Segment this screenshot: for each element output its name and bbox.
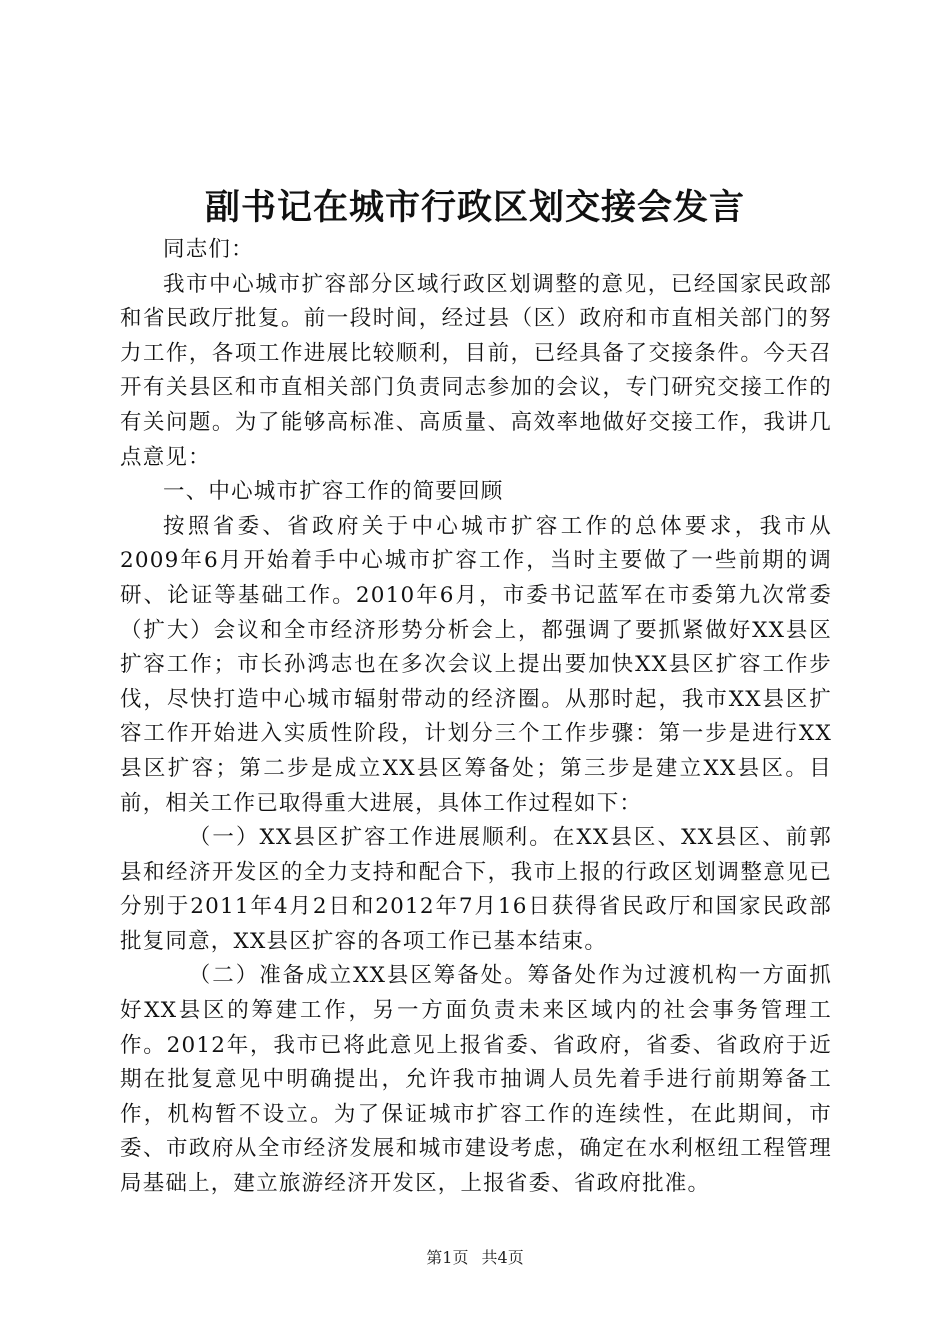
page-number: 第1页	[426, 1248, 469, 1267]
paragraph-intro: 我市中心城市扩容部分区域行政区划调整的意见，已经国家民政部和省民政厅批复。前一段时间，经过县（区）政府和市直相关部门的努力工作，各项工作进展比较顺利，目前，已经具备了交接条件。今天召开有关县区和市直相关部门负责同志参加的会议，专门研究交接工作的有关问题。为了能够高标准、高质量、高效率地做好交接工作，我讲几点意见：	[120, 271, 832, 470]
document-body	[120, 233, 832, 1202]
page-total: 共4页	[481, 1248, 524, 1267]
paragraph-item-2: （二）准备成立XX县区筹备处。筹备处作为过渡机构一方面抓好XX县区的筹建工作，另一方面负责未来区域内的社会事务管理工作。2012年，我市已将此意见上报省委、省政府，省委、省政府于近期在批复意见中明确提出，允许我市抽调人员先着手进行前期筹备工作，机构暂不设立。为了保证城市扩容工作的连续性，在此期间，市委、市政府从全市经济发展和城市建设考虑，确定在水利枢纽工程管理局基础上，建立旅游经济开发区，上报省委、省政府批准。	[120, 963, 832, 1197]
document-title: 副书记在城市行政区划交接会发言	[204, 187, 745, 228]
page-footer	[0, 1247, 950, 1269]
paragraph-review: 按照省委、省政府关于中心城市扩容工作的总体要求，我市从2009年6月开始着手中心城市扩容工作，当时主要做了一些前期的调研、论证等基础工作。2010年6月，市委书记蓝军在市委第九次常委（扩大）会议和全市经济形势分析会上，都强调了要抓紧做好XX县区扩容工作；市长孙鸿志也在多次会议上提出要加快XX县区扩容工作步伐，尽快打造中心城市辐射带动的经济圈。从那时起，我市XX县区扩容工作开始进入实质性阶段，计划分三个工作步骤：第一步是进行XX县区扩容；第二步是成立XX县区筹备处；第三步是建立XX县区。目前，相关工作已取得重大进展，具体工作过程如下：	[120, 513, 832, 816]
section-heading: 一、中心城市扩容工作的简要回顾	[163, 479, 504, 505]
paragraph-item-1: （一）XX县区扩容工作进展顺利。在XX县区、XX县区、前郭县和经济开发区的全力支持和配合下，我市上报的行政区划调整意见已分别于2011年4月2日和2012年7月16日获得省民政厅和国家民政部批复同意，XX县区扩容的各项工作已基本结束。	[120, 825, 832, 954]
salutation: 同志们：	[163, 237, 254, 262]
